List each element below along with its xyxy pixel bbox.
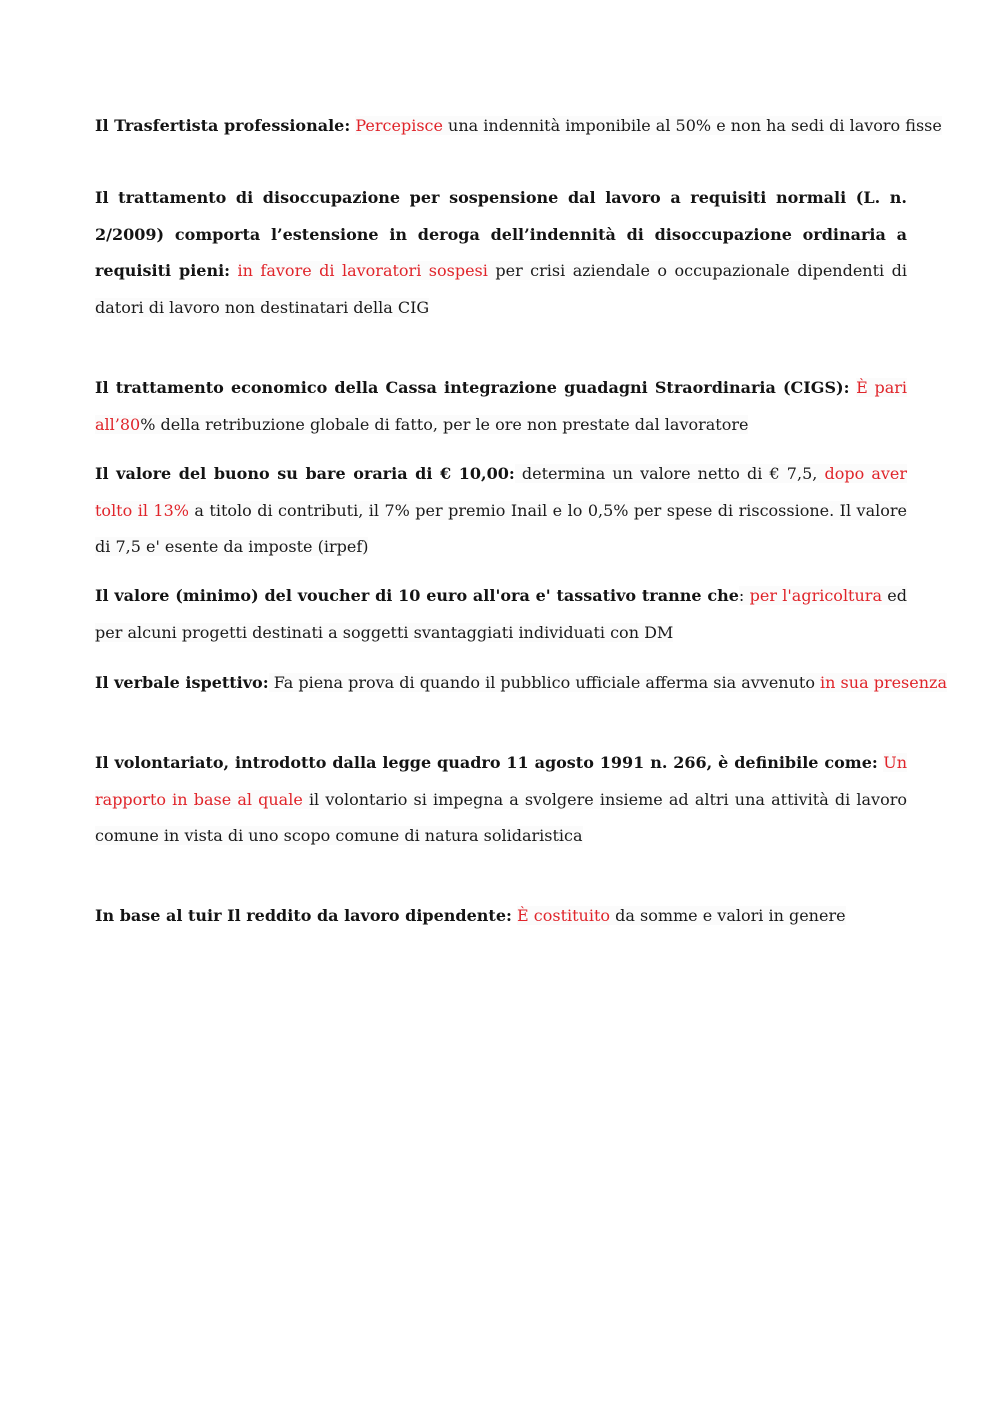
qa-entry-tuir	[95, 898, 907, 935]
question-text: Il trattamento economico della Cassa integrazione guadagni Straordinaria (CIGS):	[95, 378, 850, 397]
qa-entry-volontariato	[95, 745, 907, 855]
answer-text: per crisi aziendale o occupazionale dipendenti di datori di lavoro non destinatari della CIG	[95, 261, 907, 317]
answer-lead-text: :	[738, 586, 750, 605]
question-text: Il verbale ispettivo:	[95, 673, 269, 692]
answer-text: da somme e valori in genere	[610, 906, 846, 925]
qa-entry-verbale	[95, 665, 948, 702]
answer-highlight: in sua presenza	[820, 673, 948, 692]
qa-entry-trasfertista	[95, 108, 942, 145]
question-text: Il volontariato, introdotto dalla legge quadro 11 agosto 1991 n. 266, è definibile come:	[95, 753, 878, 772]
answer-highlight: in favore di lavoratori sospesi	[237, 261, 488, 280]
answer-highlight: dopo aver tolto il 13%	[95, 464, 908, 520]
question-text: Il Trasfertista professionale:	[95, 116, 351, 135]
answer-lead-text: determina un valore netto di € 7,5,	[514, 464, 825, 483]
answer-highlight: Percepisce	[355, 116, 443, 135]
qa-entry-voucher	[95, 578, 907, 651]
question-text: In base al tuir Il reddito da lavoro dipendente:	[95, 906, 512, 925]
question-text: Il valore del buono su bare oraria di € 10,00:	[95, 464, 515, 483]
question-text: Il valore (minimo) del voucher di 10 euro all'ora e' tassativo tranne che	[95, 586, 739, 605]
answer-text: a titolo di contributi, il 7% per premio Inail e lo 0,5% per spese di riscossione. Il valore di 7,5 e' esente da imposte (irpef)	[95, 500, 907, 556]
question-text: Il trattamento di disoccupazione per sospensione dal lavoro a requisiti normali (L. n. 2/2009) comporta l’estensione in deroga dell’indennità di disoccupazione ordinaria a requisiti pieni:	[95, 188, 907, 280]
qa-entry-buono-orario	[95, 456, 907, 566]
answer-lead-text: Fa piena prova di quando il pubblico ufficiale afferma sia avvenuto	[268, 673, 821, 692]
answer-text: il volontario si impegna a svolgere insieme ad altri una attività di lavoro comune in vista di uno scopo comune di natura solidaristica	[95, 789, 907, 845]
answer-highlight: per l'agricoltura	[749, 586, 882, 605]
qa-entry-disoccupazione	[95, 180, 907, 326]
answer-text: % della retribuzione globale di fatto, per le ore non prestate dal lavoratore	[140, 414, 749, 434]
answer-highlight: Un rapporto in base al quale	[95, 753, 907, 809]
answer-highlight: È pari all’80	[95, 378, 908, 434]
answer-text: una indennità imponibile al 50% e non ha sedi di lavoro fisse	[442, 116, 942, 135]
qa-entry-cigs	[95, 370, 907, 443]
answer-text: ed per alcuni progetti destinati a soggetti svantaggiati individuati con DM	[95, 586, 908, 642]
answer-highlight: È costituito	[517, 906, 611, 925]
